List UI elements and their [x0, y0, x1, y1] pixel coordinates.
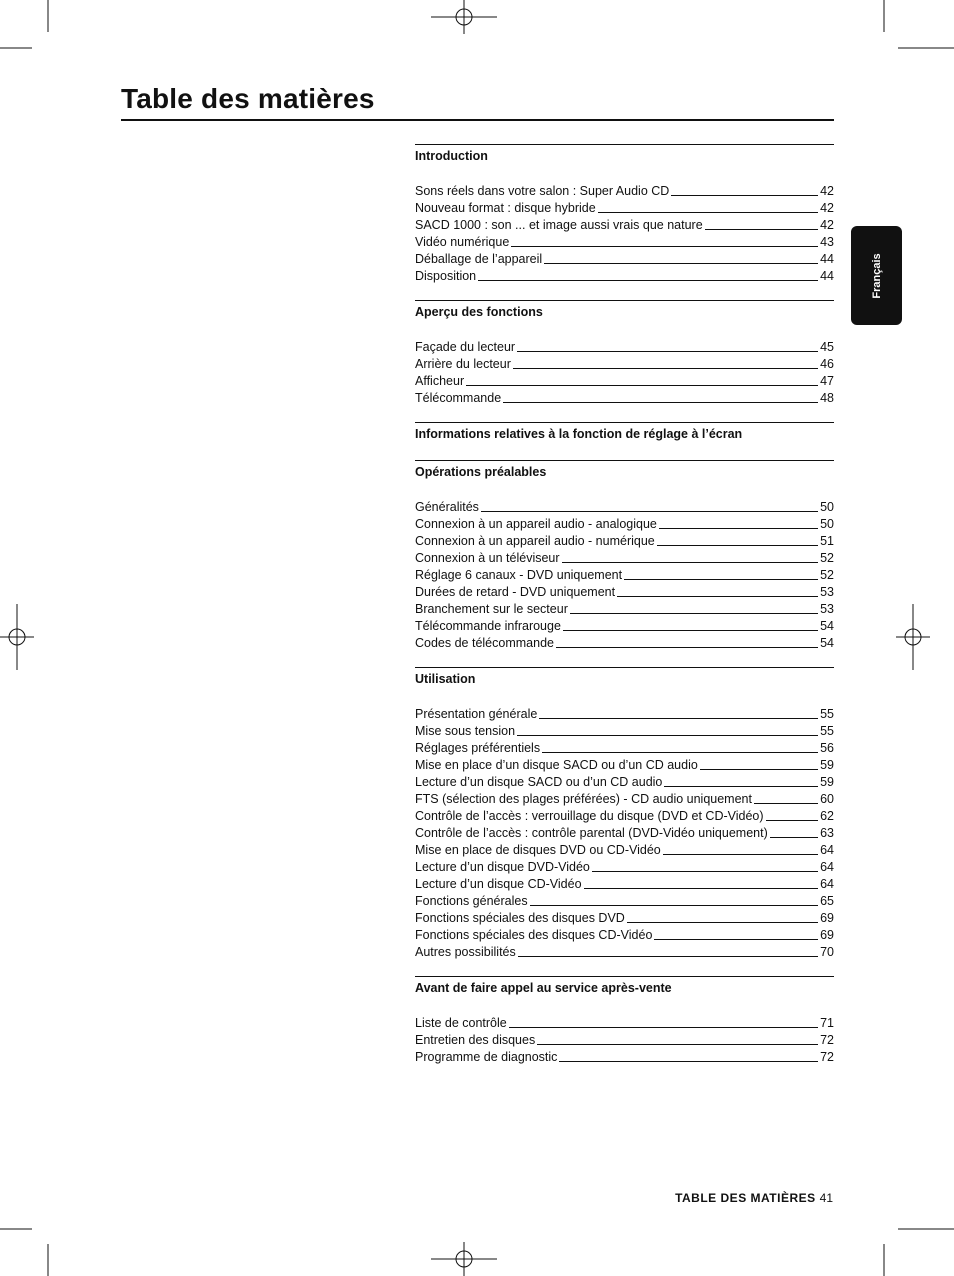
- entry-title: Réglage 6 canaux - DVD uniquement: [415, 568, 623, 582]
- entry-title: FTS (sélection des plages préférées) - CD audio uniquement: [415, 792, 752, 806]
- entry-page-number: 42: [820, 218, 834, 232]
- toc-entry: [415, 824, 834, 841]
- toc-entry: [415, 926, 834, 943]
- entry-title: Entretien des disques: [415, 1033, 536, 1047]
- leader-line: [624, 579, 818, 580]
- entry-title: Connexion à un téléviseur: [415, 551, 560, 565]
- toc-entry: [415, 1031, 834, 1048]
- entry-title: Sons réels dans votre salon : Super Audio CD: [415, 184, 670, 198]
- toc-entry: [415, 943, 834, 960]
- leader-line: [584, 888, 818, 889]
- entry-list: [415, 1014, 834, 1065]
- page-title: Table des matières: [121, 83, 375, 114]
- toc-entry: [415, 583, 834, 600]
- leader-line: [556, 647, 818, 648]
- leader-line: [657, 545, 818, 546]
- entry-page-number: 64: [820, 877, 834, 891]
- leader-line: [513, 368, 818, 369]
- entry-title: Lecture d’un disque SACD ou d’un CD audio: [415, 775, 663, 789]
- toc-entry: [415, 532, 834, 549]
- entry-page-number: 51: [820, 534, 834, 548]
- entry-page-number: 45: [820, 340, 834, 354]
- entry-page-number: 64: [820, 860, 834, 874]
- leader-line: [481, 511, 818, 512]
- entry-page-number: 64: [820, 843, 834, 857]
- toc-entry: [415, 705, 834, 722]
- toc-entry: [415, 338, 834, 355]
- leader-line: [570, 613, 818, 614]
- toc-entry: [415, 807, 834, 824]
- entry-title: Programme de diagnostic: [415, 1050, 558, 1064]
- entry-page-number: 71: [820, 1016, 834, 1030]
- entry-page-number: 50: [820, 517, 834, 531]
- leader-line: [562, 562, 818, 563]
- toc-entry: [415, 355, 834, 372]
- entry-page-number: 52: [820, 568, 834, 582]
- toc-entry: [415, 267, 834, 284]
- entry-title: Liste de contrôle: [415, 1016, 507, 1030]
- entry-page-number: 44: [820, 252, 834, 266]
- toc-entry: [415, 722, 834, 739]
- entry-page-number: 53: [820, 585, 834, 599]
- entry-title: Lecture d’un disque DVD-Vidéo: [415, 860, 590, 874]
- entry-title: Mise en place de disques DVD ou CD-Vidéo: [415, 843, 661, 857]
- toc-entry: [415, 216, 834, 233]
- leader-line: [766, 820, 818, 821]
- entry-title: Branchement sur le secteur: [415, 602, 568, 616]
- toc-section: [415, 300, 834, 406]
- toc-entry: [415, 773, 834, 790]
- leader-line: [671, 195, 818, 196]
- entry-title: Mise sous tension: [415, 724, 516, 738]
- toc-entry: [415, 858, 834, 875]
- leader-line: [770, 837, 818, 838]
- leader-line: [466, 385, 818, 386]
- leader-line: [539, 718, 818, 719]
- toc-entry: [415, 617, 834, 634]
- toc-entry: [415, 549, 834, 566]
- leader-line: [659, 528, 818, 529]
- entry-page-number: 48: [820, 391, 834, 405]
- entry-page-number: 59: [820, 775, 834, 789]
- leader-line: [700, 769, 818, 770]
- entry-page-number: 69: [820, 928, 834, 942]
- leader-line: [518, 956, 818, 957]
- entry-title: Réglages préférentiels: [415, 741, 541, 755]
- leader-line: [537, 1044, 818, 1045]
- toc-entry: [415, 515, 834, 532]
- section-heading: Opérations préalables: [415, 465, 547, 479]
- entry-page-number: 42: [820, 201, 834, 215]
- entry-page-number: 72: [820, 1033, 834, 1047]
- entry-page-number: 44: [820, 269, 834, 283]
- entry-title: Connexion à un appareil audio - analogique: [415, 517, 657, 531]
- leader-line: [544, 263, 818, 264]
- entry-list: [415, 705, 834, 960]
- entry-title: Arrière du lecteur: [415, 357, 511, 371]
- entry-page-number: 59: [820, 758, 834, 772]
- entry-title: Lecture d’un disque CD-Vidéo: [415, 877, 582, 891]
- toc-section: [415, 976, 834, 1065]
- language-tab: [851, 226, 902, 325]
- entry-title: Connexion à un appareil audio - numérique: [415, 534, 655, 548]
- entry-page-number: 56: [820, 741, 834, 755]
- toc-entry: [415, 739, 834, 756]
- toc-entry: [415, 841, 834, 858]
- toc-entry: [415, 875, 834, 892]
- leader-line: [542, 752, 818, 753]
- title-rule: [121, 119, 834, 121]
- entry-page-number: 55: [820, 707, 834, 721]
- toc-entry: [415, 600, 834, 617]
- entry-page-number: 55: [820, 724, 834, 738]
- entry-page-number: 47: [820, 374, 834, 388]
- toc-entry: [415, 372, 834, 389]
- entry-page-number: 60: [820, 792, 834, 806]
- toc-section: [415, 422, 834, 443]
- leader-line: [754, 803, 818, 804]
- entry-page-number: 54: [820, 636, 834, 650]
- entry-title: Codes de télécommande: [415, 636, 554, 650]
- leader-line: [654, 939, 818, 940]
- entry-page-number: 70: [820, 945, 834, 959]
- entry-page-number: 62: [820, 809, 834, 823]
- leader-line: [705, 229, 818, 230]
- leader-line: [517, 351, 818, 352]
- toc-entry: [415, 634, 834, 651]
- toc-entry: [415, 389, 834, 406]
- leader-line: [517, 735, 818, 736]
- leader-line: [530, 905, 818, 906]
- toc-entry: [415, 199, 834, 216]
- entry-title: Durées de retard - DVD uniquement: [415, 585, 616, 599]
- leader-line: [503, 402, 818, 403]
- entry-title: Afficheur: [415, 374, 465, 388]
- entry-title: Mise en place d’un disque SACD ou d’un CD audio: [415, 758, 698, 772]
- section-heading: Introduction: [415, 149, 488, 163]
- toc-entry: [415, 233, 834, 250]
- entry-title: Présentation générale: [415, 707, 538, 721]
- entry-list: [415, 498, 834, 651]
- leader-line: [478, 280, 818, 281]
- leader-line: [617, 596, 818, 597]
- toc-entry: [415, 790, 834, 807]
- leader-line: [563, 630, 818, 631]
- toc-entry: [415, 250, 834, 267]
- entry-page-number: 54: [820, 619, 834, 633]
- entry-list: [415, 182, 834, 284]
- entry-page-number: 63: [820, 826, 834, 840]
- leader-line: [592, 871, 818, 872]
- leader-line: [509, 1027, 818, 1028]
- toc-entry: [415, 892, 834, 909]
- entry-title: Généralités: [415, 500, 479, 514]
- entry-title: Fonctions spéciales des disques DVD: [415, 911, 625, 925]
- entry-title: Façade du lecteur: [415, 340, 516, 354]
- toc-entry: [415, 566, 834, 583]
- entry-page-number: 52: [820, 551, 834, 565]
- toc-entry: [415, 909, 834, 926]
- entry-title: Vidéo numérique: [415, 235, 510, 249]
- entry-page-number: 65: [820, 894, 834, 908]
- toc-section: [415, 667, 834, 960]
- footer-label: TABLE DES MATIÈRES: [675, 1191, 816, 1205]
- section-heading: Aperçu des fonctions: [415, 305, 543, 319]
- entry-title: Télécommande infrarouge: [415, 619, 561, 633]
- toc-entry: [415, 756, 834, 773]
- leader-line: [559, 1061, 818, 1062]
- section-heading: Utilisation: [415, 672, 476, 686]
- entry-title: Fonctions spéciales des disques CD-Vidéo: [415, 928, 653, 942]
- entry-title: Déballage de l’appareil: [415, 252, 543, 266]
- leader-line: [511, 246, 818, 247]
- page-number: 41: [819, 1191, 833, 1205]
- leader-line: [627, 922, 818, 923]
- entry-title: Télécommande: [415, 391, 502, 405]
- entry-title: Fonctions générales: [415, 894, 528, 908]
- entry-title: Nouveau format : disque hybride: [415, 201, 596, 215]
- page-footer: [675, 1191, 833, 1205]
- section-heading: Informations relatives à la fonction de réglage à l’écran: [415, 427, 743, 441]
- toc-entry: [415, 182, 834, 199]
- toc-section: [415, 460, 834, 651]
- entry-title: SACD 1000 : son ... et image aussi vrais que nature: [415, 218, 703, 232]
- toc-entry: [415, 1048, 834, 1065]
- table-of-contents: [415, 144, 834, 1081]
- entry-page-number: 42: [820, 184, 834, 198]
- leader-line: [664, 786, 818, 787]
- language-tab-label: Français: [870, 252, 883, 299]
- entry-page-number: 46: [820, 357, 834, 371]
- entry-page-number: 69: [820, 911, 834, 925]
- entry-page-number: 50: [820, 500, 834, 514]
- leader-line: [598, 212, 818, 213]
- entry-title: Contrôle de l’accès : verrouillage du disque (DVD et CD-Vidéo): [415, 809, 764, 823]
- entry-list: [415, 338, 834, 406]
- entry-page-number: 53: [820, 602, 834, 616]
- entry-title: Autres possibilités: [415, 945, 516, 959]
- leader-line: [663, 854, 818, 855]
- entry-page-number: 72: [820, 1050, 834, 1064]
- entry-title: Contrôle de l’accès : contrôle parental (DVD-Vidéo uniquement): [415, 826, 768, 840]
- toc-section: [415, 144, 834, 284]
- toc-entry: [415, 1014, 834, 1031]
- entry-title: Disposition: [415, 269, 477, 283]
- toc-entry: [415, 498, 834, 515]
- entry-page-number: 43: [820, 235, 834, 249]
- section-heading: Avant de faire appel au service après-vente: [415, 981, 672, 995]
